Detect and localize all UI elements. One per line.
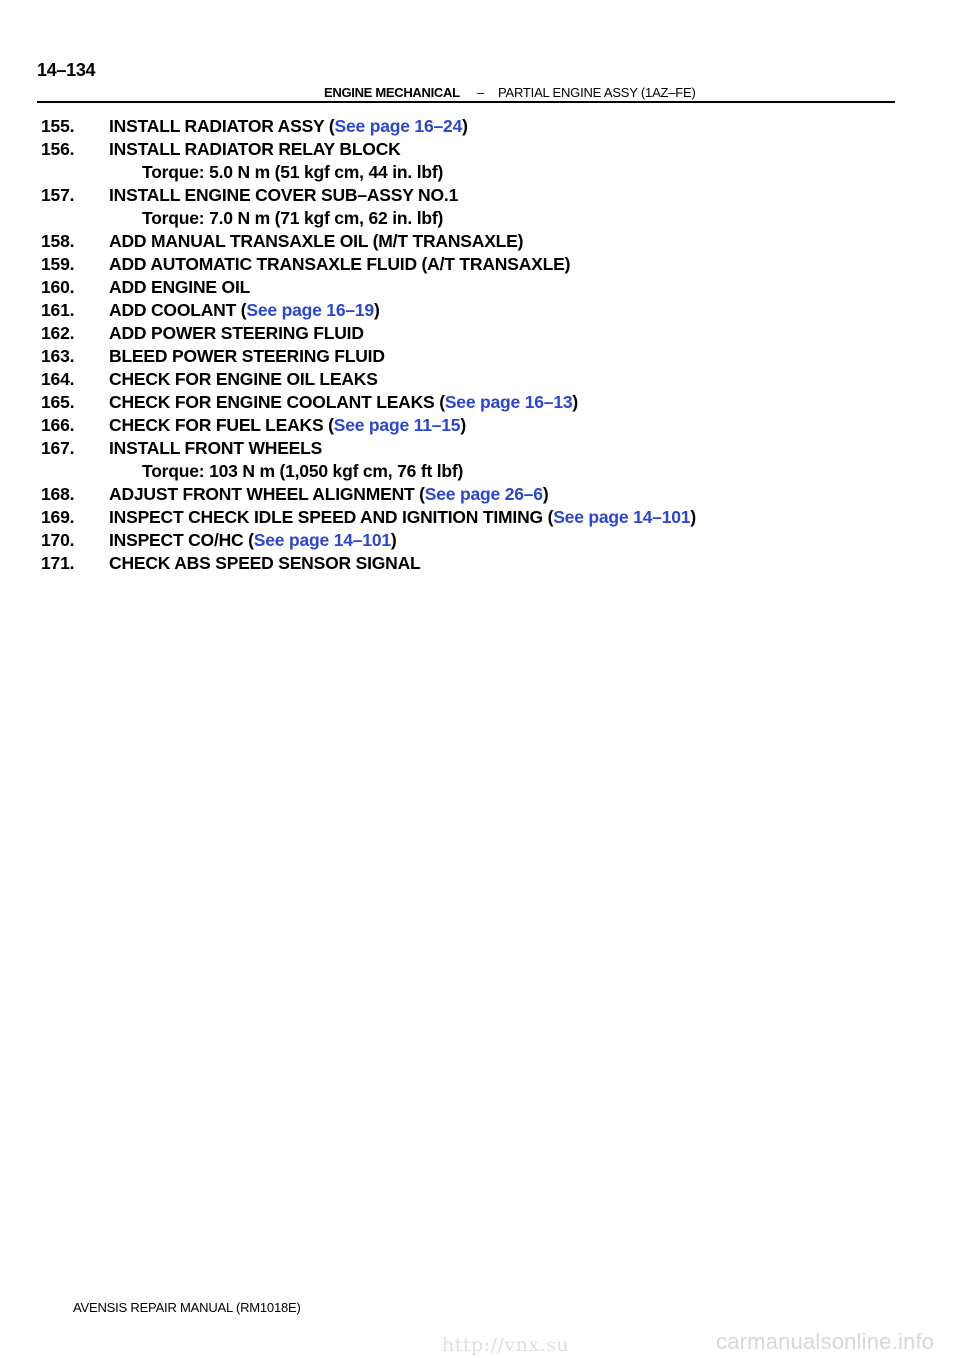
step-155 [41,115,921,138]
step-159 [41,253,921,276]
torque-text: Torque: 7.0 N m (71 kgf cm, 62 in. lbf) [142,208,444,228]
step-text: INSPECT CHECK IDLE SPEED AND IGNITION TIMING ( [109,507,554,527]
header-dash: – [477,85,485,100]
step-text: INSPECT CO/HC ( [109,530,254,550]
step-text: CHECK FOR FUEL LEAKS ( [109,415,334,435]
step-text: ADD ENGINE OIL [109,277,251,297]
torque-text: Torque: 5.0 N m (51 kgf cm, 44 in. lbf) [142,162,444,182]
torque-text: Torque: 103 N m (1,050 kgf cm, 76 ft lbf) [142,461,464,481]
step-text-tail: ) [373,300,380,320]
step-text: BLEED POWER STEERING FLUID [109,346,385,366]
step-162 [41,322,921,345]
running-header [37,84,895,103]
footer-manual-title: AVENSIS REPAIR MANUAL (RM1018E) [73,1300,301,1315]
page-reference-link[interactable]: See page 16–24 [334,116,463,136]
page-reference-link[interactable]: See page 11–15 [333,415,461,435]
torque-spec [41,460,921,483]
step-text: INSTALL ENGINE COVER SUB–ASSY NO.1 [109,185,459,205]
step-text: ADD POWER STEERING FLUID [109,323,364,343]
page-reference-link[interactable]: See page 26–6 [424,484,543,504]
step-number: 169. [41,507,75,527]
page-reference-link[interactable]: See page 16–13 [444,392,573,412]
header-section-title: ENGINE MECHANICAL [324,85,460,100]
step-156 [41,138,921,161]
step-number: 157. [41,185,75,205]
step-text: INSTALL RADIATOR RELAY BLOCK [109,139,401,159]
step-text-tail: ) [460,415,466,435]
step-number: 159. [41,254,75,274]
step-number: 162. [41,323,75,343]
step-text-tail: ) [390,530,397,550]
step-164 [41,368,921,391]
step-text: ADD MANUAL TRANSAXLE OIL (M/T TRANSAXLE) [109,231,524,251]
step-number: 163. [41,346,75,366]
step-text: INSTALL RADIATOR ASSY ( [109,116,335,136]
step-number: 160. [41,277,75,297]
header-subsection-title: PARTIAL ENGINE ASSY (1AZ–FE) [498,85,696,100]
step-number: 166. [41,415,75,435]
step-text-tail: ) [462,116,468,136]
step-text-tail: ) [690,507,696,527]
step-text: CHECK FOR ENGINE OIL LEAKS [109,369,378,389]
step-text-tail: ) [542,484,549,504]
step-number: 155. [41,116,75,136]
step-number: 158. [41,231,75,251]
step-157 [41,184,921,207]
step-number: 171. [41,553,75,573]
page-reference-link[interactable]: See page 14–101 [253,530,391,550]
step-text: CHECK FOR ENGINE COOLANT LEAKS ( [109,392,445,412]
watermark-site: carmanualsonline.info [716,1329,935,1354]
page-reference-link[interactable]: See page 14–101 [553,507,691,527]
step-165 [41,391,921,414]
step-163 [41,345,921,368]
step-170 [41,529,921,552]
step-text: ADD AUTOMATIC TRANSAXLE FLUID (A/T TRANSAXLE) [109,254,571,274]
step-171 [41,552,921,575]
torque-spec [41,161,921,184]
step-text: INSTALL FRONT WHEELS [109,438,323,458]
step-number: 161. [41,300,75,320]
step-text-tail: ) [572,392,579,412]
watermark-vnx: http://vnx.su [442,1334,570,1356]
torque-spec [41,207,921,230]
step-166 [41,414,921,437]
page-reference-link[interactable]: See page 16–19 [246,300,374,320]
step-text: ADJUST FRONT WHEEL ALIGNMENT ( [109,484,425,504]
step-number: 167. [41,438,75,458]
step-number: 165. [41,392,75,412]
step-160 [41,276,921,299]
step-text: CHECK ABS SPEED SENSOR SIGNAL [109,553,421,573]
step-158 [41,230,921,253]
step-number: 170. [41,530,75,550]
step-168 [41,483,921,506]
step-161 [41,299,921,322]
step-number: 156. [41,139,75,159]
step-text: ADD COOLANT ( [109,300,247,320]
step-169 [41,506,921,529]
step-number: 164. [41,369,75,389]
step-167 [41,437,921,460]
procedure-steps [41,115,921,575]
step-number: 168. [41,484,75,504]
page-number: 14–134 [37,60,96,80]
